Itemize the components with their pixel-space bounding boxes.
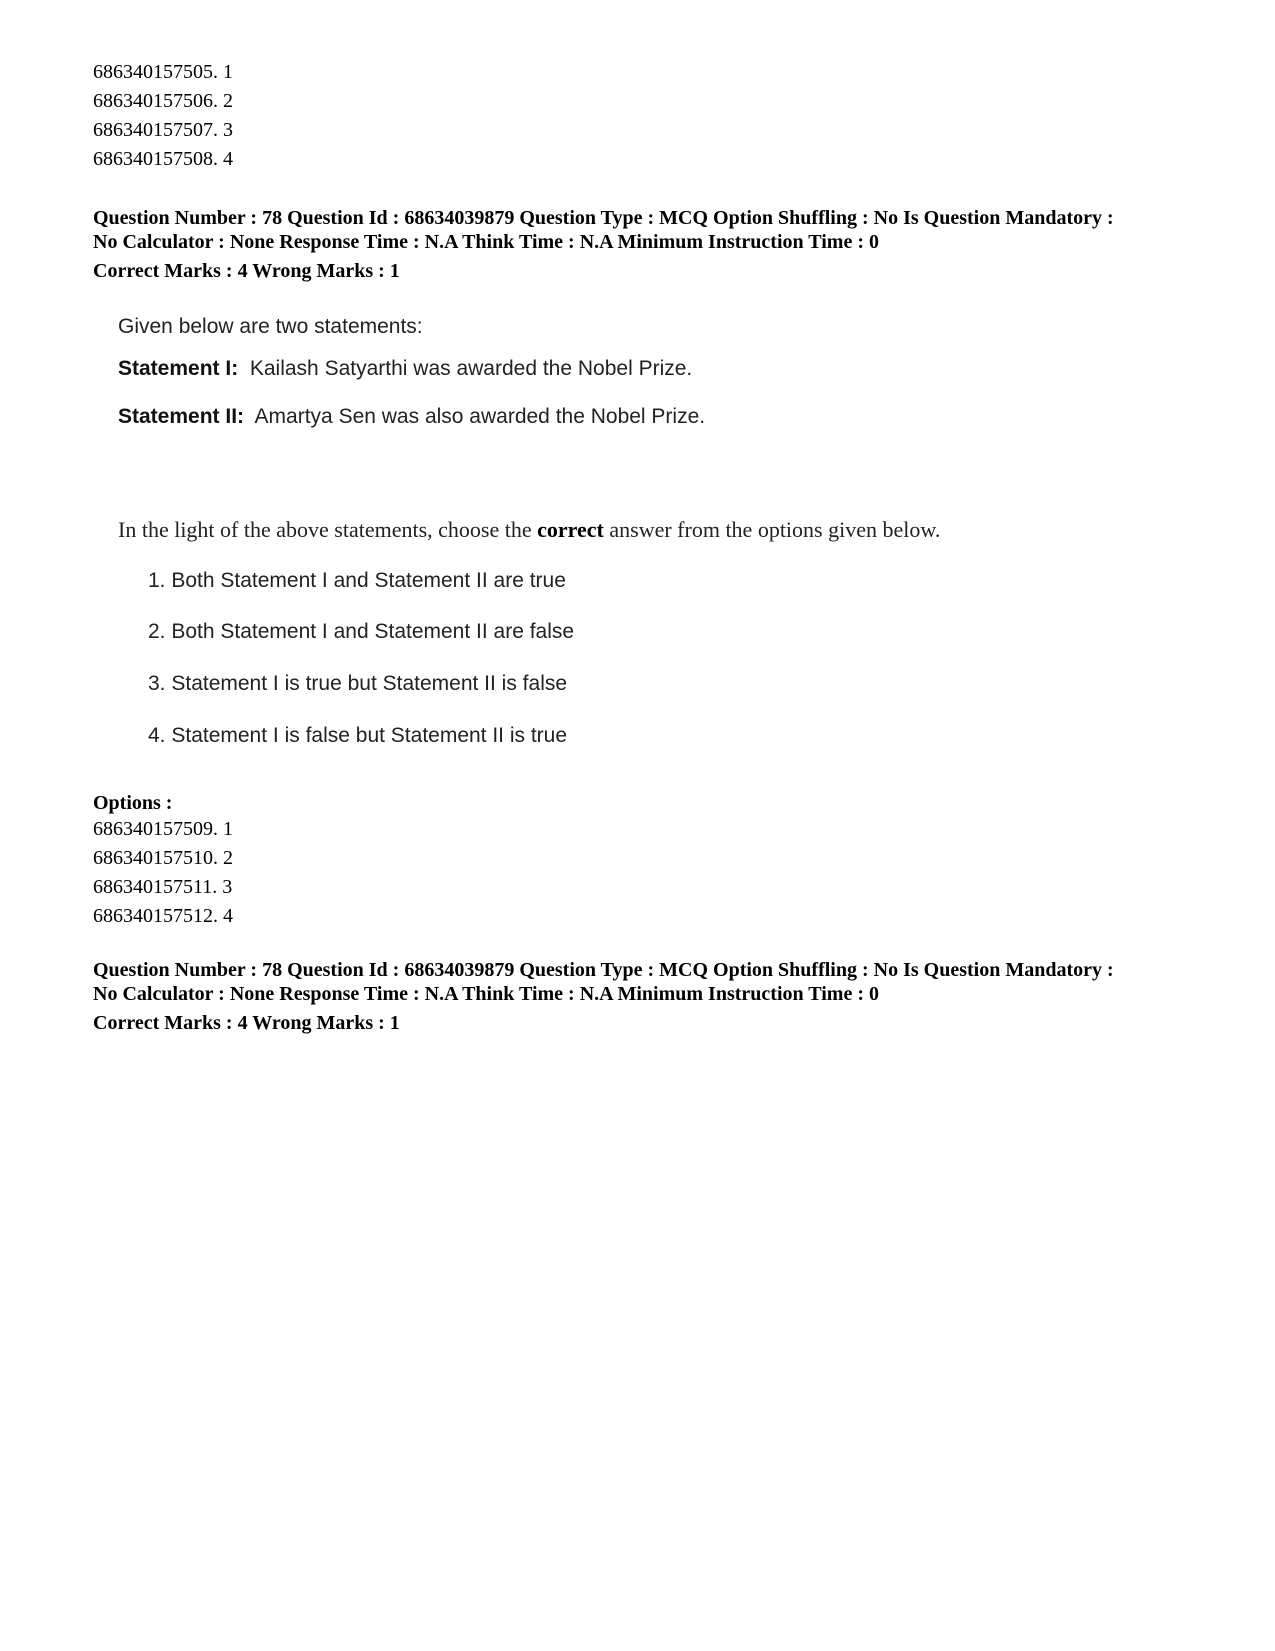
question-meta-line2: No Calculator : None Response Time : N.A Think Time : N.A Minimum Instruction Time : 0 (93, 231, 879, 253)
next-question-header (93, 958, 1203, 1035)
option-line: 686340157506. 2 (93, 90, 233, 112)
question-meta-line2: No Calculator : None Response Time : N.A Think Time : N.A Minimum Instruction Time : 0 (93, 983, 879, 1005)
answer-choice: 3. Statement I is true but Statement II is false (148, 672, 568, 695)
option-line: 686340157508. 4 (93, 148, 233, 170)
instruction-bold: correct (537, 517, 604, 542)
answer-choice: 1. Both Statement I and Statement II are true (148, 569, 566, 592)
option-line: 686340157507. 3 (93, 119, 233, 141)
option-line: 686340157510. 2 (93, 847, 233, 869)
option-line: 686340157512. 4 (93, 905, 233, 927)
question-marks: Correct Marks : 4 Wrong Marks : 1 (93, 1012, 400, 1034)
question-instruction (118, 517, 940, 543)
question-meta-line1: Question Number : 78 Question Id : 68634039879 Question Type : MCQ Option Shuffling : No Is Question Mandatory : (93, 959, 1114, 981)
previous-options-list (93, 58, 233, 174)
option-line: 686340157509. 1 (93, 818, 233, 840)
question-marks: Correct Marks : 4 Wrong Marks : 1 (93, 260, 400, 282)
statement-1-label: Statement I: (118, 357, 239, 380)
instruction-pre: In the light of the above statements, choose the (118, 517, 538, 542)
options-heading: Options : (93, 792, 173, 814)
question-body (118, 315, 1018, 765)
question-intro: Given below are two statements: (118, 315, 423, 338)
option-line: 686340157505. 1 (93, 61, 233, 83)
statement-2 (118, 405, 705, 429)
question-header (93, 206, 1203, 283)
question-meta-line1: Question Number : 78 Question Id : 68634039879 Question Type : MCQ Option Shuffling : No Is Question Mandatory : (93, 207, 1114, 229)
option-line: 686340157511. 3 (93, 876, 233, 898)
statement-1 (118, 357, 692, 381)
instruction-post: answer from the options given below. (603, 517, 941, 542)
answer-choice: 4. Statement I is false but Statement II is true (148, 724, 568, 747)
answer-choice: 2. Both Statement I and Statement II are false (148, 620, 575, 643)
statement-2-text: Amartya Sen was also awarded the Nobel Prize. (254, 405, 706, 428)
statement-1-text: Kailash Satyarthi was awarded the Nobel Prize. (249, 357, 693, 380)
statement-2-label: Statement II: (118, 405, 245, 428)
options-list (93, 815, 233, 931)
